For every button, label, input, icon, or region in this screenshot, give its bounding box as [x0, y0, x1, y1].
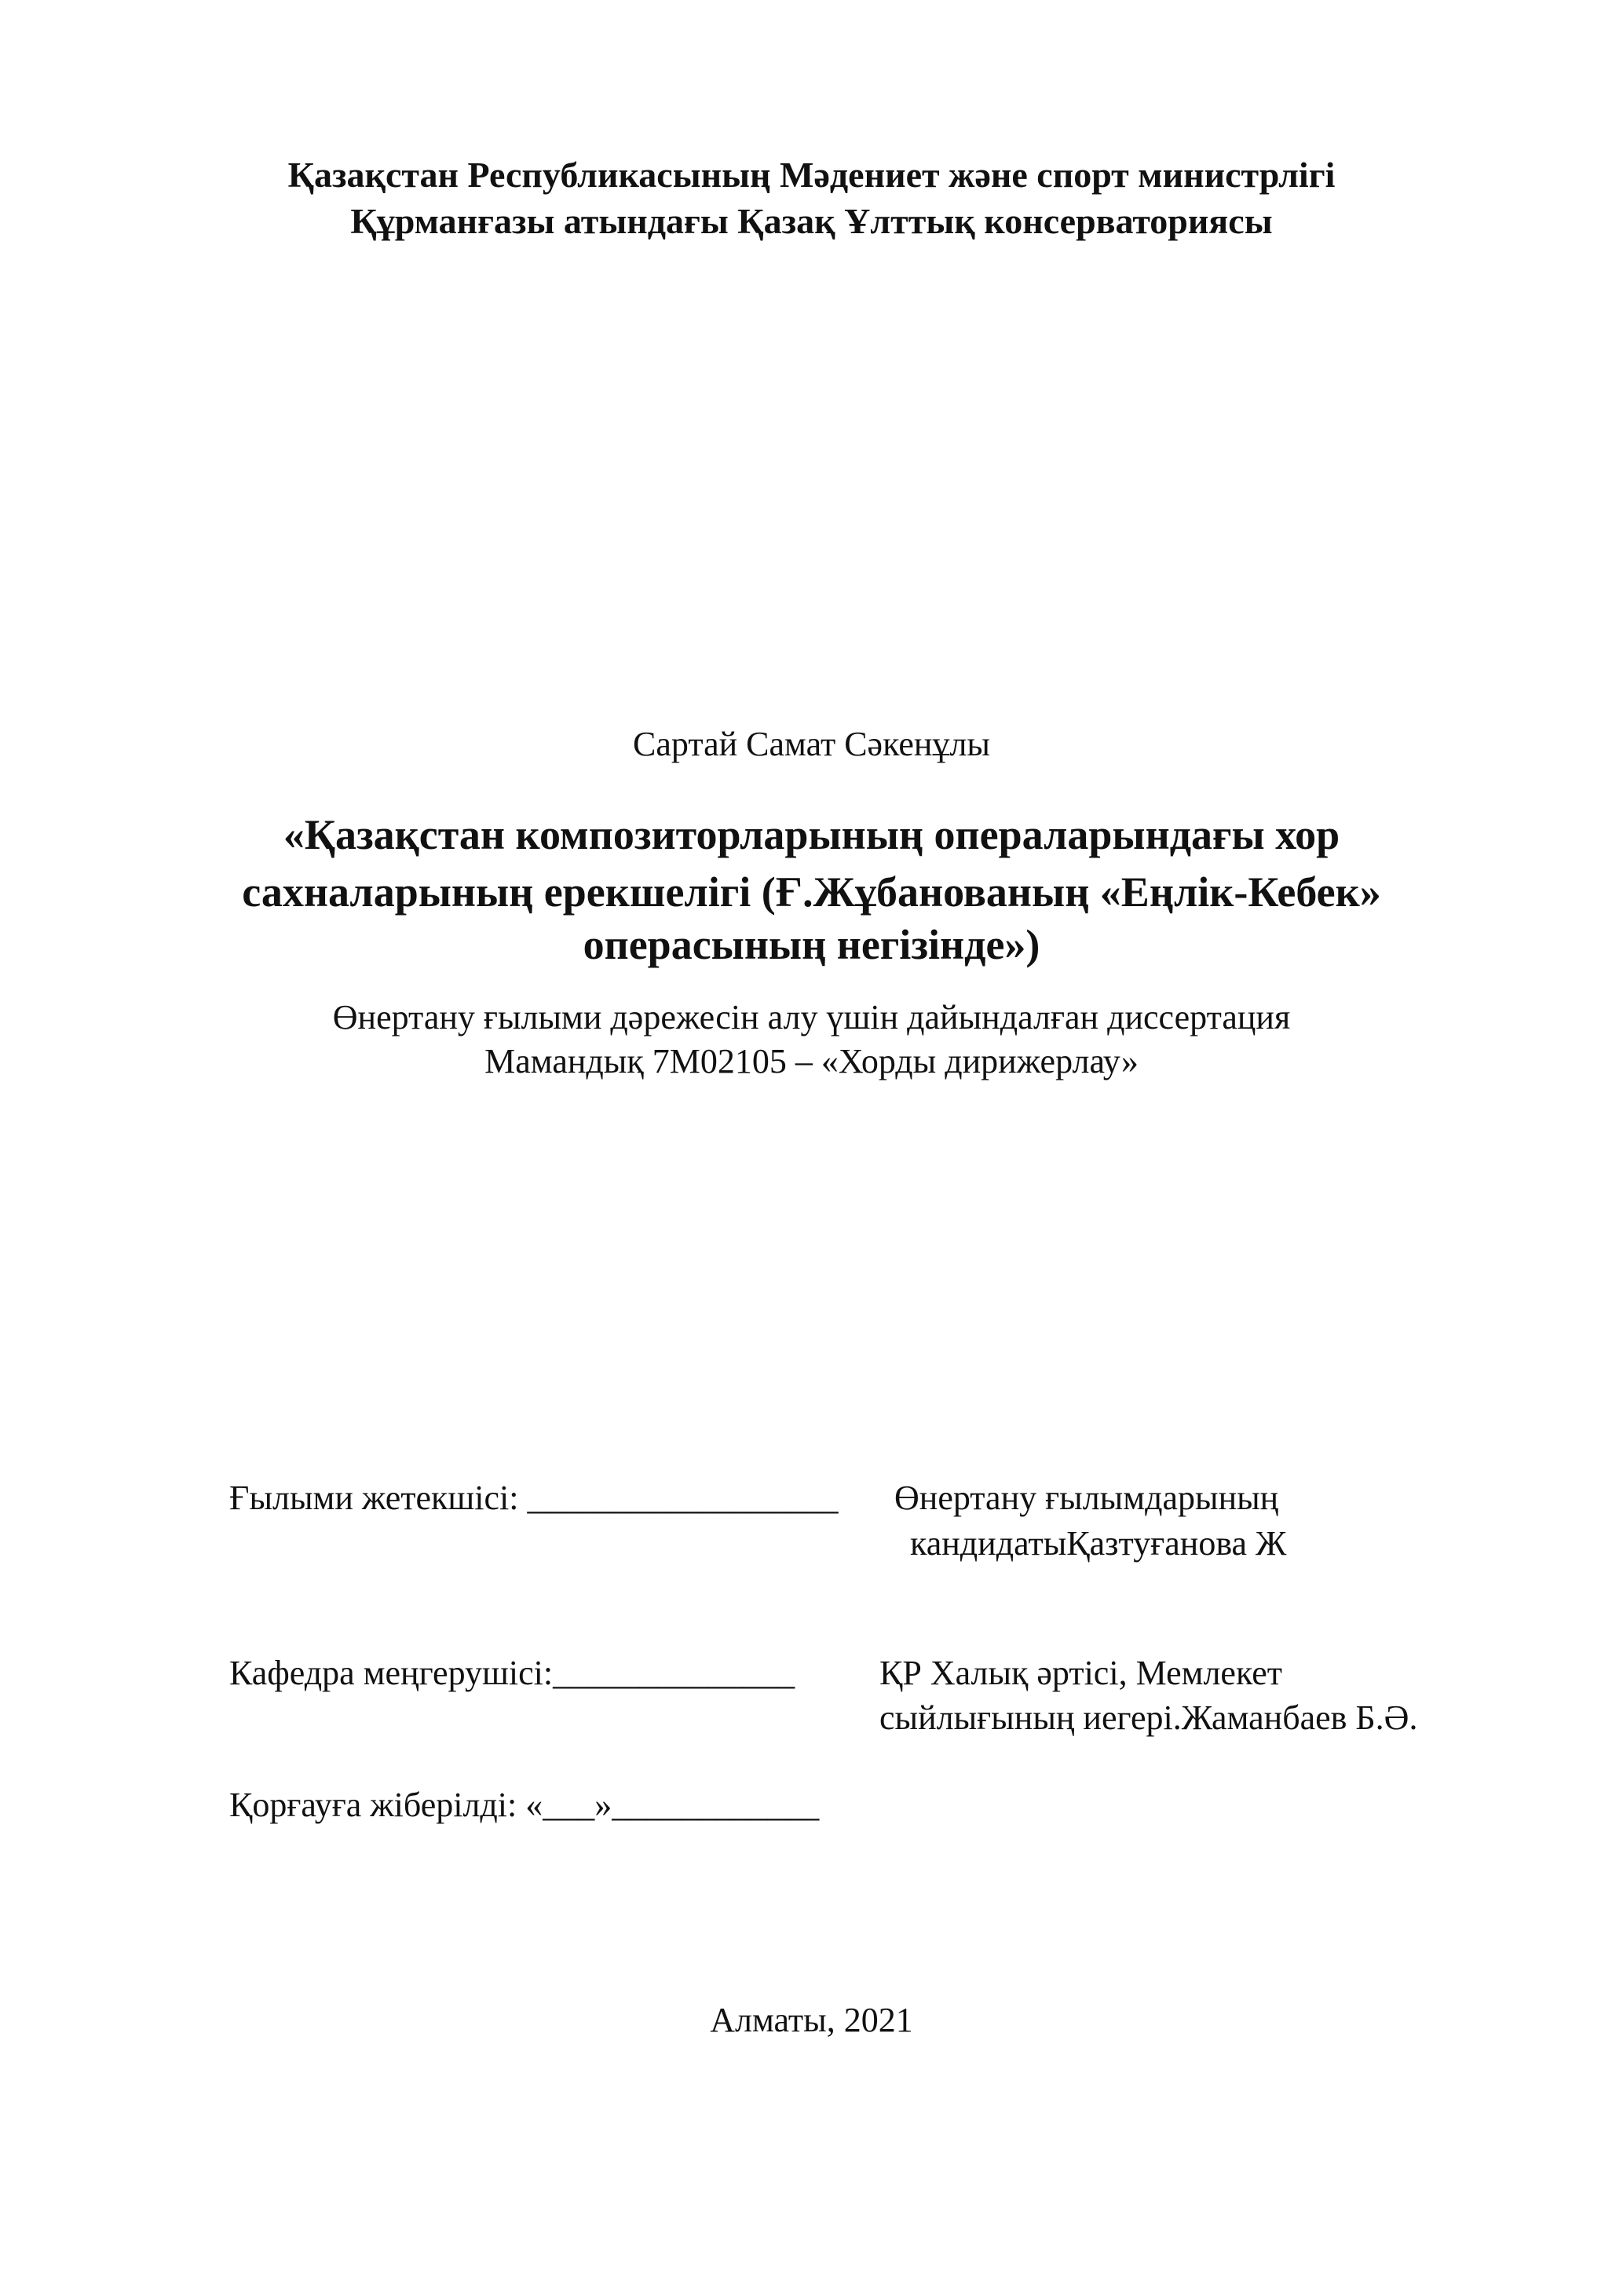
supervisor-label: Ғылыми жетекшісі: __________________ [229, 1479, 839, 1517]
head-of-department-label: Кафедра меңгерушісі:______________ [229, 1654, 795, 1692]
head-of-department-title: ҚР Халық әртісі, Мемлекет [879, 1654, 1283, 1692]
supervisor-name: кандидатыҚазтуғанова Ж [910, 1524, 1287, 1563]
ministry-heading: Қазақстан Республикасының Мәдениет және спорт министрлігі [287, 155, 1336, 195]
dissertation-title-line-2: сахналарының ерекшелігі (Ғ.Жұбанованың «Еңлік-Кебек» [242, 868, 1381, 916]
defense-approval-line: Қорғауға жіберілді: «___»____________ [229, 1786, 820, 1824]
specialty-line: Мамандық 7M02105 – «Хорды дирижерлау» [484, 1042, 1139, 1080]
city-year: Алматы, 2021 [710, 2001, 913, 2039]
dissertation-title-line-1: «Қазақстан композиторларының операларындағы хор [283, 811, 1340, 858]
degree-description: Өнертану ғылыми дәрежесін алу үшін дайындалған диссертация [332, 998, 1291, 1036]
supervisor-degree: Өнертану ғылымдарының [894, 1479, 1279, 1517]
head-of-department-name: сыйлығының иегері.Жаманбаев Б.Ә. [879, 1698, 1418, 1737]
conservatory-heading: Құрманғазы атындағы Қазақ Ұлттық консерваториясы [350, 201, 1273, 241]
dissertation-title-line-3: операсының негізінде») [583, 921, 1040, 968]
author-name: Сартай Самат Сәкенұлы [633, 725, 990, 763]
